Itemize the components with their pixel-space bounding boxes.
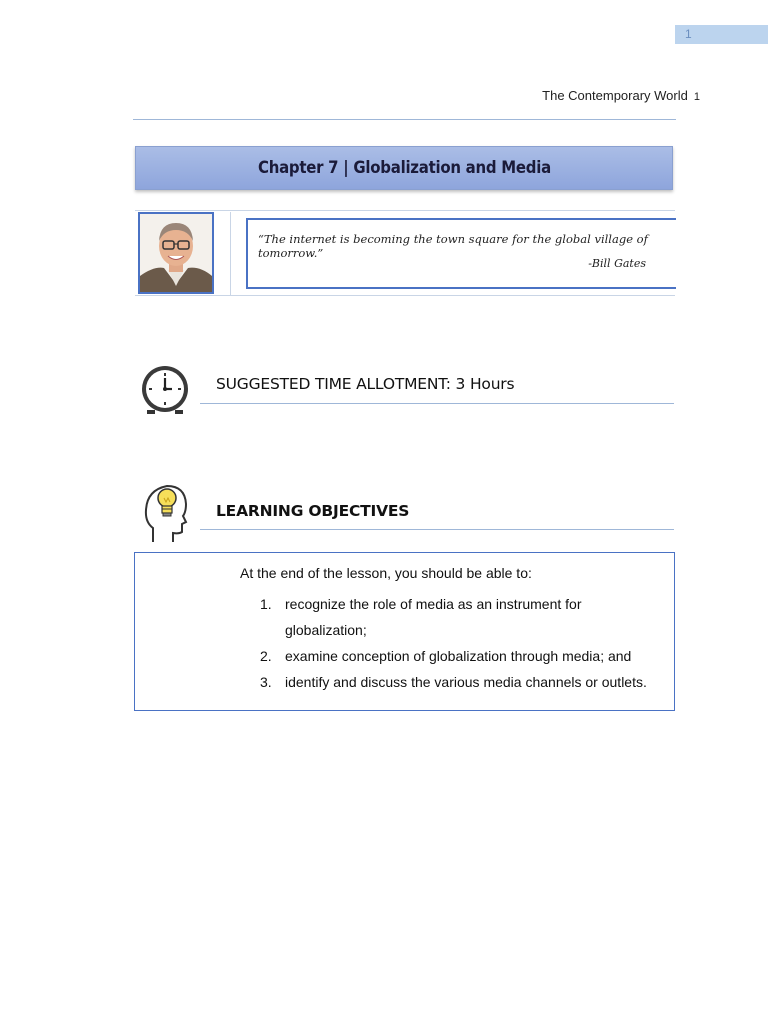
learning-objectives-rule bbox=[200, 529, 674, 530]
list-item-text: identify and discuss the various media channels or outlets. bbox=[285, 674, 647, 690]
chapter-title: Chapter 7 | Globalization and Media bbox=[257, 158, 551, 178]
header-title: The Contemporary World bbox=[542, 88, 688, 103]
time-allotment-rule bbox=[200, 403, 674, 404]
list-item-text: examine conception of globalization through media; and bbox=[285, 648, 632, 664]
quote-divider bbox=[230, 212, 231, 296]
list-item bbox=[240, 643, 660, 669]
lightbulb-head-icon bbox=[143, 478, 189, 549]
header-divider bbox=[133, 119, 676, 120]
learning-objectives-heading: LEARNING OBJECTIVES bbox=[216, 502, 410, 520]
quote-text: “The internet is becoming the town square for the global village of tomorrow.” bbox=[258, 232, 648, 260]
chapter-banner bbox=[135, 146, 673, 190]
author-portrait-image bbox=[138, 212, 214, 294]
list-item-text: recognize the role of media as an instrument for globalization; bbox=[285, 596, 582, 638]
list-item-number: 3. bbox=[260, 674, 272, 690]
page-number-badge: 1 bbox=[675, 25, 768, 44]
list-item-number: 1. bbox=[260, 596, 272, 612]
clock-icon bbox=[140, 362, 190, 421]
quote-author: -Bill Gates bbox=[588, 257, 646, 270]
objectives-list bbox=[240, 591, 660, 695]
header-page-number: 1 bbox=[693, 91, 700, 103]
list-item bbox=[240, 591, 660, 643]
time-allotment-heading: SUGGESTED TIME ALLOTMENT: 3 Hours bbox=[216, 375, 515, 393]
objectives-intro: At the end of the lesson, you should be able to: bbox=[240, 565, 532, 581]
running-header bbox=[400, 88, 700, 103]
list-item bbox=[240, 669, 660, 695]
list-item-number: 2. bbox=[260, 648, 272, 664]
